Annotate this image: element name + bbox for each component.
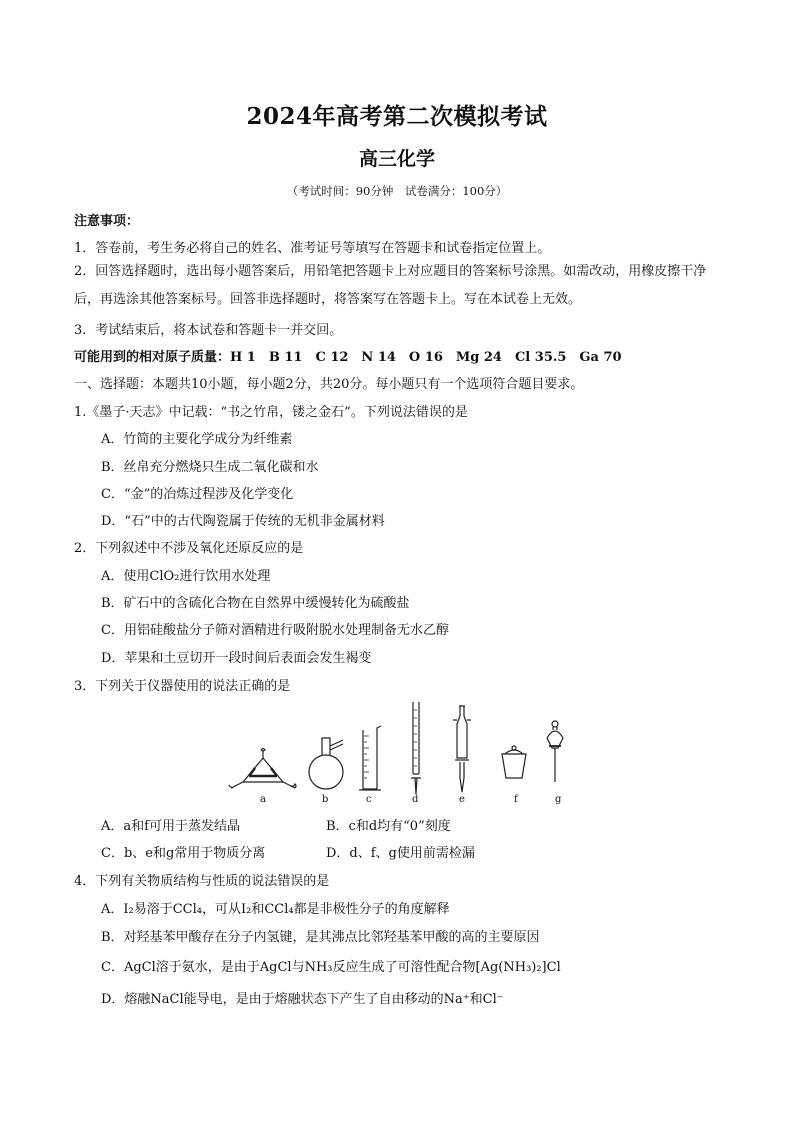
q4-option-c: C．AgCl溶于氨水，是由于AgCl与NH₃反应生成了可溶性配合物[Ag(NH₃)₂]Cl	[101, 960, 561, 975]
q4-option-b: B．对羟基苯甲酸存在分子内氢键，是其沸点比邻羟基苯甲酸的高的主要原因	[101, 930, 540, 945]
label-a: a	[260, 794, 266, 805]
q2-option-a: A．使用ClO₂进行饮用水处理	[101, 569, 271, 584]
clay-triangle-icon	[229, 749, 296, 789]
label-d: d	[412, 794, 419, 805]
q2-option-c: C．用铝硅酸盐分子筛对酒精进行吸附脱水处理制备无水乙醇	[101, 623, 449, 638]
q3-option-a: A．a和f可用于蒸发结晶	[101, 819, 240, 834]
label-b: b	[322, 794, 329, 805]
q4-option-d: D．熔融NaCl能导电，是由于熔融状态下产生了自由移动的Na⁺和Cl⁻	[101, 992, 504, 1007]
q2-stem: 2．下列叙述中不涉及氧化还原反应的是	[74, 541, 304, 556]
graduated-cylinder-icon	[359, 726, 381, 790]
q3-option-d: D．d、f、g使用前需检漏	[326, 846, 475, 861]
notice-item-1: 1．答卷前，考生务必将自己的姓名、准考证号等填写在答题卡和试卷指定位置上。	[74, 241, 551, 256]
q1-option-a: A．竹简的主要化学成分为纤维素	[101, 432, 293, 447]
exam-title: 2024年高考第二次模拟考试	[246, 103, 548, 130]
q3-option-c: C．b、e和g常用于物质分离	[101, 846, 266, 861]
q4-stem: 4．下列有关物质结构与性质的说法错误的是	[74, 874, 330, 889]
separatory-funnel-icon	[547, 721, 563, 782]
label-f: f	[514, 794, 518, 805]
q1-option-b: B．丝帛充分燃烧只生成二氧化碳和水	[101, 460, 319, 475]
dropping-funnel-icon	[453, 706, 471, 792]
q1-option-c: C．“金”的冶炼过程涉及化学变化	[101, 487, 294, 502]
exam-subtitle: 高三化学	[358, 148, 435, 170]
lab-apparatus-figure	[225, 696, 585, 812]
crucible-icon	[502, 746, 526, 778]
label-c: c	[366, 794, 372, 805]
section-1-header: 一、选择题：本题共10小题，每小题2分，共20分。每小题只有一个选项符合题目要求。	[74, 377, 584, 392]
label-g: g	[555, 794, 562, 805]
q3-option-b: B．c和d均有“0”刻度	[326, 819, 451, 834]
q1-option-d: D．“石”中的古代陶瓷属于传统的无机非金属材料	[101, 514, 385, 529]
q4-option-a: A．I₂易溶于CCl₄，可从I₂和CCl₄都是非极性分子的角度解释	[101, 902, 450, 917]
q1-stem: 1.《墨子·天志》中记载：“书之竹帛，镂之金石”。下列说法错误的是	[74, 405, 468, 420]
atomic-masses: 可能用到的相对原子质量：H 1 B 11 C 12 N 14 O 16 Mg 24 Cl 35.5 Ga 70	[74, 350, 622, 365]
exam-info: （考试时间：90分钟 试卷满分：100分）	[286, 184, 508, 198]
q3-stem: 3．下列关于仪器使用的说法正确的是	[74, 679, 291, 694]
label-e: e	[459, 794, 465, 805]
q2-option-d: D．苹果和土豆切开一段时间后表面会发生褐变	[101, 651, 372, 666]
q2-option-b: B．矿石中的含硫化合物在自然界中缓慢转化为硫酸盐	[101, 596, 410, 611]
distillation-flask-icon	[309, 738, 343, 789]
notice-item-2: 2．回答选择题时，选出每小题答案后，用铅笔把答题卡上对应题目的答案标号涂黑。如需改动，用橡皮擦干净后，再选涂其他答案标号。回答非选择题时，将答案写在答题卡上。写在本试卷上无效。	[74, 264, 707, 307]
notice-item-3: 3．考试结束后，将本试卷和答题卡一并交回。	[74, 323, 343, 338]
burette-icon	[411, 702, 421, 794]
notice-heading: 注意事项：	[74, 214, 140, 229]
